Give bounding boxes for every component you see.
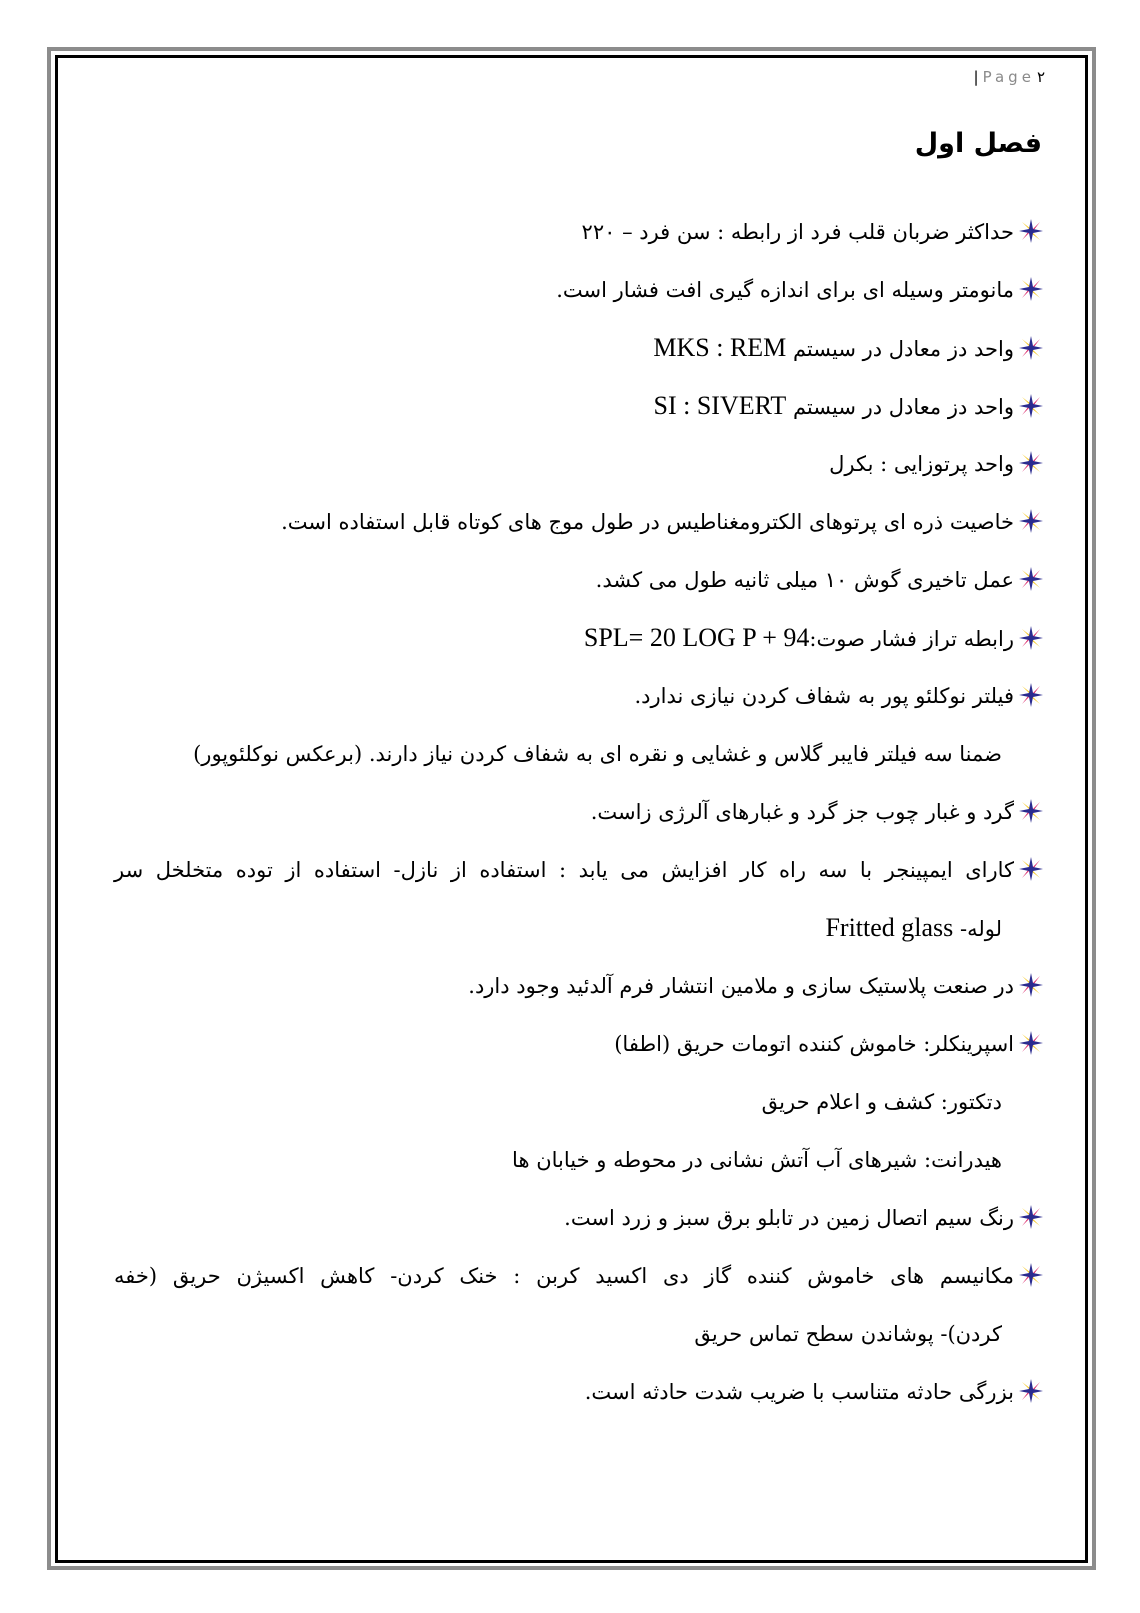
line-text: هیدرانت: شیرهای آب آتش نشانی در محوطه و خیابان ها bbox=[512, 1148, 1002, 1172]
page-header bbox=[974, 68, 1045, 86]
four-point-star-bullet-icon bbox=[1018, 625, 1044, 651]
text-line bbox=[114, 1247, 1044, 1305]
four-point-star-bullet-icon bbox=[1018, 1262, 1044, 1288]
text-line bbox=[114, 957, 1044, 1015]
text-line bbox=[114, 609, 1044, 667]
line-text: خاصیت ذره ای پرتوهای الکترومغناطیس در طول موج های کوتاه قابل استفاده است. bbox=[281, 510, 1014, 534]
line-text: اسپرینکلر: خاموش کننده اتومات حریق (اطفا) bbox=[614, 1032, 1014, 1056]
line-text: مکانیسم های خاموش کننده گاز دی اکسید کربن : خنک کردن- کاهش اکسیژن حریق (خفه bbox=[114, 1264, 1014, 1288]
text-line bbox=[114, 319, 1044, 377]
line-text: در صنعت پلاستیک سازی و ملامین انتشار فرم آلدئید وجود دارد. bbox=[468, 974, 1014, 998]
text-line bbox=[114, 841, 1044, 899]
line-text: واحد دز معادل در سیستم bbox=[786, 337, 1014, 361]
line-text: ضمنا سه فیلتر فایبر گلاس و غشایی و نقره ای به شفاف کردن نیاز دارند. (برعکس نوکلئوپور) bbox=[193, 742, 1002, 766]
four-point-star-bullet-icon bbox=[1018, 682, 1044, 708]
text-line bbox=[114, 899, 1044, 957]
four-point-star-bullet-icon bbox=[1018, 335, 1044, 361]
line-text: کردن)- پوشاندن سطح تماس حریق bbox=[694, 1322, 1002, 1346]
text-line bbox=[114, 1131, 1044, 1189]
four-point-star-bullet-icon bbox=[1018, 1030, 1044, 1056]
line-text: دتکتور: کشف و اعلام حریق bbox=[761, 1090, 1002, 1114]
line-text: مانومتر وسیله ای برای اندازه گیری افت فشار است. bbox=[556, 278, 1014, 302]
line-latin-text: MKS : REM bbox=[653, 333, 787, 362]
line-latin-text: SI : SIVERT bbox=[653, 391, 787, 420]
four-point-star-bullet-icon bbox=[1018, 856, 1044, 882]
line-text: رابطه تراز فشار صوت: bbox=[809, 627, 1014, 651]
text-line bbox=[114, 1015, 1044, 1073]
text-line bbox=[114, 667, 1044, 725]
header-page-number: ۲ bbox=[1036, 68, 1045, 86]
four-point-star-bullet-icon bbox=[1018, 450, 1044, 476]
text-line bbox=[114, 1305, 1044, 1363]
line-text: فیلتر نوکلئو پور به شفاف کردن نیازی ندارد. bbox=[634, 684, 1014, 708]
text-line bbox=[114, 1363, 1044, 1421]
four-point-star-bullet-icon bbox=[1018, 1378, 1044, 1404]
four-point-star-bullet-icon bbox=[1018, 276, 1044, 302]
four-point-star-bullet-icon bbox=[1018, 972, 1044, 998]
text-line bbox=[114, 435, 1044, 493]
four-point-star-bullet-icon bbox=[1018, 798, 1044, 824]
line-latin-text: SPL= 20 LOG P + 94 bbox=[583, 623, 810, 652]
four-point-star-bullet-icon bbox=[1018, 508, 1044, 534]
line-text: حداکثر ضربان قلب فرد از رابطه : سن فرد – ۲۲۰ bbox=[581, 220, 1014, 244]
four-point-star-bullet-icon bbox=[1018, 218, 1044, 244]
four-point-star-bullet-icon bbox=[1018, 566, 1044, 592]
line-latin-text: Fritted glass bbox=[825, 913, 954, 942]
text-line bbox=[114, 493, 1044, 551]
line-text: گرد و غبار چوب جز گرد و غبارهای آلرژی زاست. bbox=[590, 800, 1014, 824]
text-line bbox=[114, 1189, 1044, 1247]
text-line bbox=[114, 203, 1044, 261]
line-text: بزرگی حادثه متناسب با ضریب شدت حادثه است. bbox=[584, 1380, 1014, 1404]
chapter-title: فصل اول bbox=[914, 128, 1042, 159]
text-line bbox=[114, 725, 1044, 783]
line-text: واحد پرتوزایی : بکرل bbox=[829, 452, 1014, 476]
text-line bbox=[114, 783, 1044, 841]
line-text: عمل تاخیری گوش ۱۰ میلی ثانیه طول می کشد. bbox=[595, 568, 1014, 592]
line-text: رنگ سیم اتصال زمین در تابلو برق سبز و زرد است. bbox=[564, 1206, 1014, 1230]
header-page-word: Page bbox=[982, 68, 1035, 86]
line-text: واحد دز معادل در سیستم bbox=[786, 395, 1014, 419]
text-line bbox=[114, 261, 1044, 319]
four-point-star-bullet-icon bbox=[1018, 393, 1044, 419]
text-line bbox=[114, 1073, 1044, 1131]
header-separator: | bbox=[973, 68, 979, 86]
text-line bbox=[114, 377, 1044, 435]
line-text: کارای ایمپینجر با سه راه کار افزایش می یابد : استفاده از نازل- استفاده از توده متخلخل سر bbox=[114, 858, 1014, 882]
text-line bbox=[114, 551, 1044, 609]
document-body bbox=[114, 203, 1044, 1421]
four-point-star-bullet-icon bbox=[1018, 1204, 1044, 1230]
line-text: لوله- bbox=[953, 917, 1002, 941]
